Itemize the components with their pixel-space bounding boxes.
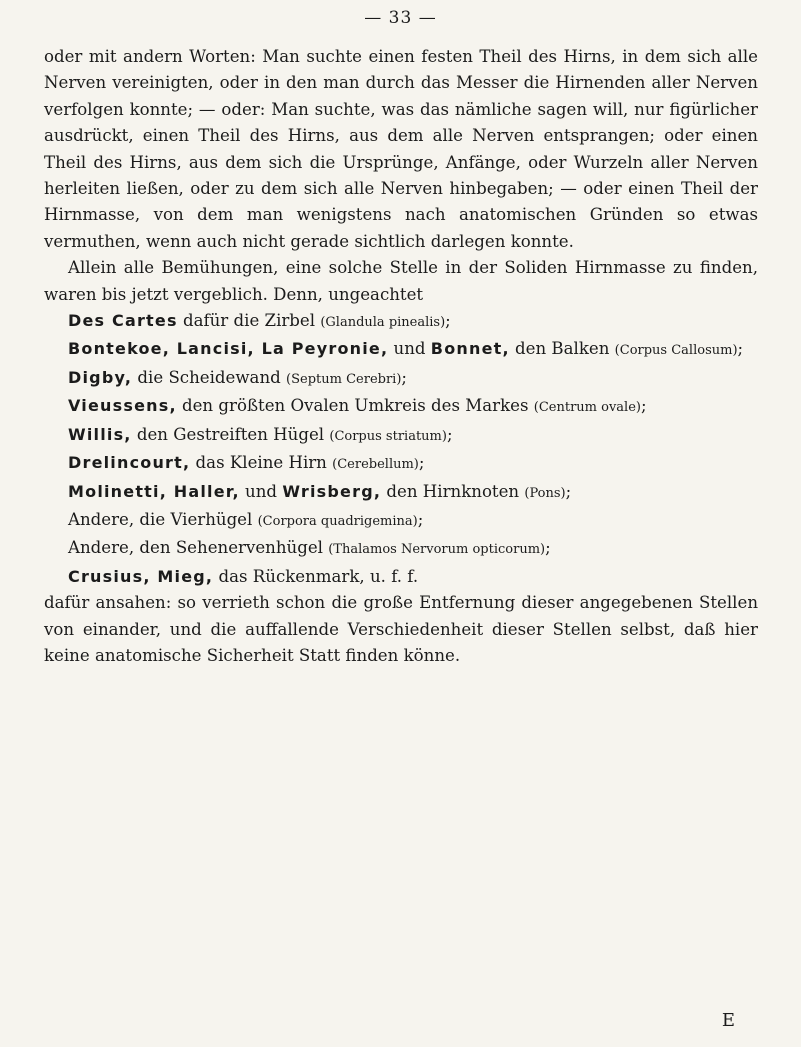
list-item: Willis, den Gestreiften Hügel (Corpus striatum); — [68, 424, 453, 444]
list-item: Des Cartes dafür die Zirbel (Glandula pinealis); — [68, 311, 451, 331]
list-item: Andere, die Vierhügel (Corpora quadrigemina); — [68, 509, 424, 529]
text-body — [44, 44, 758, 669]
list-item: Crusius, Mieg, das Rückenmark, u. f. f. — [68, 566, 419, 586]
paragraph-end: dafür ansahen: so verrieth schon die große Entfernung dieser angegebenen Stellen von einander, und die auffallende Verschiedenheit dieser Stellen selbst, daß hier keine anatomische Sicherheit Statt finden könne. — [44, 593, 758, 665]
list-item: Andere, den Sehenervenhügel (Thalamos Nervorum opticorum); — [68, 538, 551, 558]
list-item: Molinetti, Haller, und Wrisberg, den Hirnknoten (Pons); — [68, 481, 572, 501]
list-item: Vieussens, den größten Ovalen Umkreis des Markes (Centrum ovale); — [68, 396, 647, 416]
list-item: Drelincourt, das Kleine Hirn (Cerebellum); — [68, 453, 425, 473]
list-item: Bontekoe, Lancisi, La Peyronie, und Bonnet, den Balken (Corpus Callosum); — [68, 339, 744, 359]
list-item: Digby, die Scheidewand (Septum Cerebri); — [68, 367, 408, 387]
catchword: E — [721, 1010, 735, 1031]
paragraph-2: Allein alle Bemühungen, eine solche Stelle in der Soliden Hirnmasse zu finden, waren bis jetzt vergeblich. Denn, ungeachtet — [44, 258, 758, 304]
paragraph-1: oder mit andern Worten: Man suchte einen festen Theil des Hirns, in dem sich alle Nerven vereinigten, oder in den man durch das Messer die Hirnenden aller Nerven verfolgen konnte; — oder: Man suchte, was das nämliche sagen will, nur figürlicher ausdrückt, einen Theil des Hirns, aus dem alle Nerven entsprangen; oder einen Theil des Hirns, aus dem sich die Ursprünge, Anfänge, oder Wurzeln aller Nerven herleiten ließen, oder zu dem sich alle Nerven hinbegaben; — oder einen Theil der Hirnmasse, von dem man wenigstens nach anatomischen Gründen so etwas vermuthen, wenn auch nicht gerade sichtlich darlegen konnte. — [44, 47, 758, 251]
page-number: — 33 — — [364, 8, 437, 28]
